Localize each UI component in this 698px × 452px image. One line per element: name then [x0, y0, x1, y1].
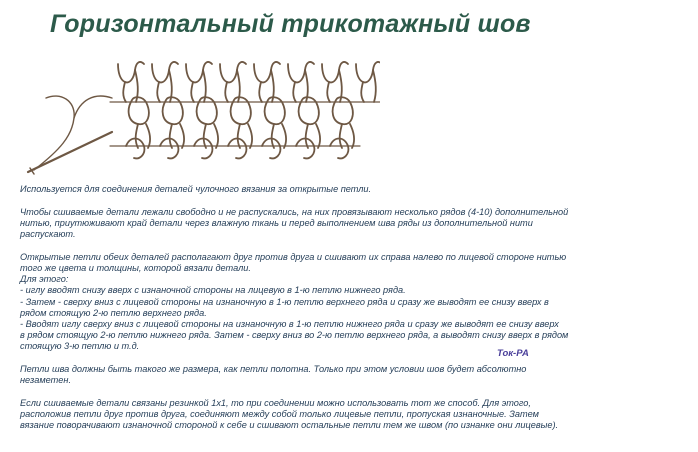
method-line-step-2: - Затем - сверху вниз с лицевой стороны на изнаночную в 1-ю петлю верхнего ряда и сразу же выводят ее снизу вверх в — [20, 296, 549, 307]
page-title: Горизонтальный трикотажный шов — [50, 10, 531, 38]
paragraph-preparation: Чтобы сшиваемые детали лежали свободно и не распускались, на них провязывают несколько рядов (4-10) дополнительной нитью, приутюживают край детали через влажную ткань и перед выполнением шва ряды из дополнительной нити распускают. — [20, 206, 569, 240]
knitted-seam-stitch-diagram-icon — [0, 40, 380, 182]
paragraph-stitch-size: Петли шва должны быть такого же размера, как петли полотна. Только при этом условии шов будет абсолютно незаметен. — [20, 364, 527, 386]
method-line-intro: Для этого: — [20, 274, 69, 285]
method-line-step-3-end: стоящую 3-ю петлю и т.д. — [20, 341, 140, 352]
author-signature: Ток-РА — [497, 348, 529, 359]
paragraph-rib-knit: Если сшиваемые детали связаны резинкой 1х1, то при соединении можно использовать тот же способ. Для этого, расположив петли друг против друга, соединяют между собой только лицевые петли, пропуская изнаночные. Затем вязание поворачивают изнаночной стороной к себе и сшивают остальные петли тем же швом (по изнанке они лицевые). — [20, 398, 559, 431]
method-line-step-2-cont: рядом стоящую 2-ю петлю верхнего ряда. — [20, 307, 207, 318]
paragraph-method: Открытые петли обеих деталей располагают друг против друга и сшивают их справа налево по лицевой стороне нитью того же цвета и толщины, которой вязали детали. — [20, 251, 567, 274]
method-line-step-3-cont: в рядом стоящую 2-ю петлю нижнего ряда. Затем - сверху вниз во 2-ю петлю верхнего ряда, а выводят снизу вверх в рядом — [20, 330, 569, 341]
instruction-text — [20, 184, 670, 432]
method-line-step-1: - иглу вводят снизу вверх с изнаночной стороны на лицевую в 1-ю петлю нижнего ряда. — [20, 285, 406, 296]
paragraph-usage: Используется для соединения деталей чулочного вязания за открытые петли. — [20, 184, 372, 194]
method-line-step-3: - Вводят иглу сверху вниз с лицевой стороны на изнаночную в 1-ю петлю нижнего ряда и сразу же выводят ее снизу вверх — [20, 319, 559, 330]
